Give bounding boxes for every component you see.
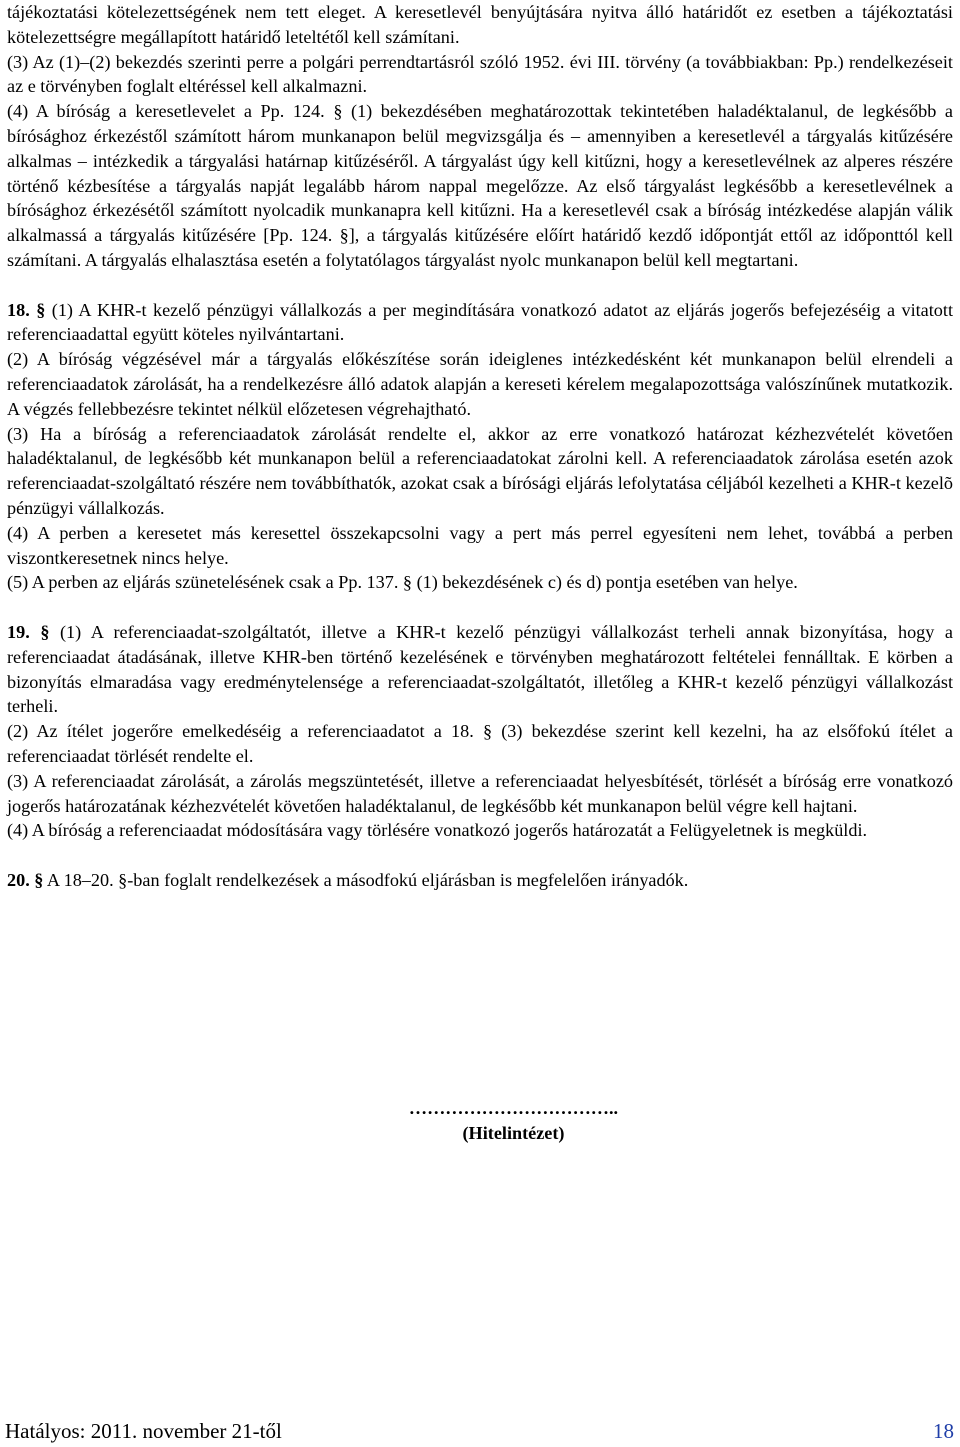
paragraph	[7, 422, 953, 521]
paragraph-text: (4) A perben a keresetet más keresettel összekapcsolni vagy a pert más perrel egyesíteni nem lehet, továbbá a perben viszontkeresetnek nincs helye.	[7, 522, 953, 568]
paragraph-gap	[7, 843, 953, 868]
paragraph	[7, 521, 953, 571]
paragraph	[7, 298, 953, 348]
effective-date: Hatályos: 2011. november 21-től	[5, 1419, 282, 1443]
paragraph-text: (1) A referenciaadat-szolgáltatót, illetve a KHR-t kezelő pénzügyi vállalkozást terheli annak bizonyítása, hogy a referenciaadat átadásának, illetve KHR-ben történő kezelésének e törvényben meghatározott feltételei fennálltak. E körben a bizonyítás elmaradása vagy eredménytelensége a referenciaadat-szolgáltatót, illetőleg a KHR-t kezelő pénzügyi vállalkozást terheli.	[7, 621, 954, 717]
section-number: 20. §	[7, 869, 44, 890]
paragraph	[7, 719, 953, 769]
page-number: 18	[933, 1419, 954, 1443]
signature-block	[0, 1096, 960, 1146]
section-number: 19. §	[7, 621, 50, 642]
paragraph-text: (4) A bíróság a referenciaadat módosítására vagy törlésére vonatkozó jogerős határozatát a Felügyeletnek is megküldi.	[7, 820, 868, 841]
paragraph-gap	[7, 595, 953, 620]
paragraph-text: (5) A perben az eljárás szünetelésének csak a Pp. 137. § (1) bekezdésének c) és d) pontja esetében van helye.	[7, 572, 798, 593]
paragraph-gap	[7, 273, 953, 298]
signature-label: (Hitelintézet)	[462, 1122, 565, 1143]
paragraph-text: (3) Ha a bíróság a referenciaadatok zárolását rendelte el, akkor az erre vonatkozó határozat kézhezvételét követően haladéktalanul, de legkésőbb két munkanapon belül a referenciaadatokat zárolni kell. A referenciaadatok zárolása esetén azok referenciaadat-szolgáltató részére nem továbbíthatók, azokat csak a bírósági eljárás lefolytatása céljából kezelheti a KHR-t kezelõ pénzügyi vállalkozás.	[7, 423, 953, 518]
paragraph-text: A 18–20. §-ban foglalt rendelkezések a másodfokú eljárásban is megfelelően irányadók.	[43, 869, 689, 890]
section-number: 18. §	[7, 299, 46, 320]
paragraph	[7, 570, 953, 595]
paragraph	[7, 818, 953, 843]
paragraph-text: (3) Az (1)–(2) bekezdés szerinti perre a polgári perrendtartásról szóló 1952. évi III. törvény (a továbbiakban: Pp.) rendelkezéseit az e törvényben foglalt eltéréssel kell alkalmazni.	[7, 51, 953, 97]
paragraph	[7, 620, 953, 719]
paragraph-text: (2) A bíróság végzésével már a tárgyalás előkészítése során ideiglenes intézkedésként két munkanapon belül elrendeli a referenciaadatok zárolását, ha a rendelkezésre álló adatok alapján a kereseti kérelem megalapozottsága valószínűnek mutatkozik. A végzés fellebbezésre tekintet nélkül előzetesen végrehajtható.	[7, 349, 953, 419]
paragraph-text: (1) A KHR-t kezelő pénzügyi vállalkozás a per megindítására vonatkozó adatot az eljárás jogerős befejezéséig a vitatott referenciaadattal együtt köteles nyilvántartani.	[7, 299, 954, 345]
document-body	[7, 0, 953, 893]
paragraph	[7, 50, 953, 100]
signature-dots: ……………………………..	[408, 1098, 619, 1118]
paragraph-text: (3) A referenciaadat zárolását, a zárolás megszüntetését, illetve a referenciaadat helyesbítését, törlését a bíróság erre vonatkozó jogerős határozatának kézhezvételét követően haladéktalanul, de legkésőbb két munkanapon belül végre kell hajtani.	[7, 770, 953, 816]
paragraph	[7, 868, 953, 893]
paragraph	[7, 0, 953, 50]
paragraph	[7, 769, 953, 819]
paragraph-text: tájékoztatási kötelezettségének nem tett eleget. A keresetlevél benyújtására nyitva álló határidőt ez esetben a tájékoztatási kötelezettségre megállapított határidő leteltétől kell számítani.	[7, 2, 953, 47]
paragraph-text: (2) Az ítélet jogerőre emelkedéséig a referenciaadatot a 18. § (3) bekezdése szerint kell kezelni, ha az elsőfokú ítélet a referenciaadat törlését rendelte el.	[7, 721, 953, 766]
paragraph	[7, 347, 953, 421]
paragraph	[7, 99, 953, 273]
paragraph-text: (4) A bíróság a keresetlevelet a Pp. 124. § (1) bekezdésében meghatározottak tekintetében haladéktalanul, de legkésőbb a bírósághoz érkezéstől számított három munkanapon belül megvizsgálja és – amennyiben a keresetlevél a tárgyalás kitűzésére alkalmas – intézkedik a tárgyalási határnap kitűzéséről. A tárgyalást úgy kell kitűzni, hogy a keresetlevélnek az alperes részére történő kézbesítése a tárgyalás napját legalább három nappal megelőzze. Az első tárgyalást legkésőbb a keresetlevélnek a bírósághoz érkezésétől számított nyolcadik munkanapra kell kitűzni. Ha a keresetlevél csak a bíróság intézkedése alapján válik alkalmassá a tárgyalás kitűzésére [Pp. 124. §], a tárgyalás kitűzésére előírt határidő kezdő időpontját ettől az időponttól kell számítani. A tárgyalás elhalasztása esetén a folytatólagos tárgyalást nyolc munkanapon belül kell megtartani.	[7, 101, 953, 270]
